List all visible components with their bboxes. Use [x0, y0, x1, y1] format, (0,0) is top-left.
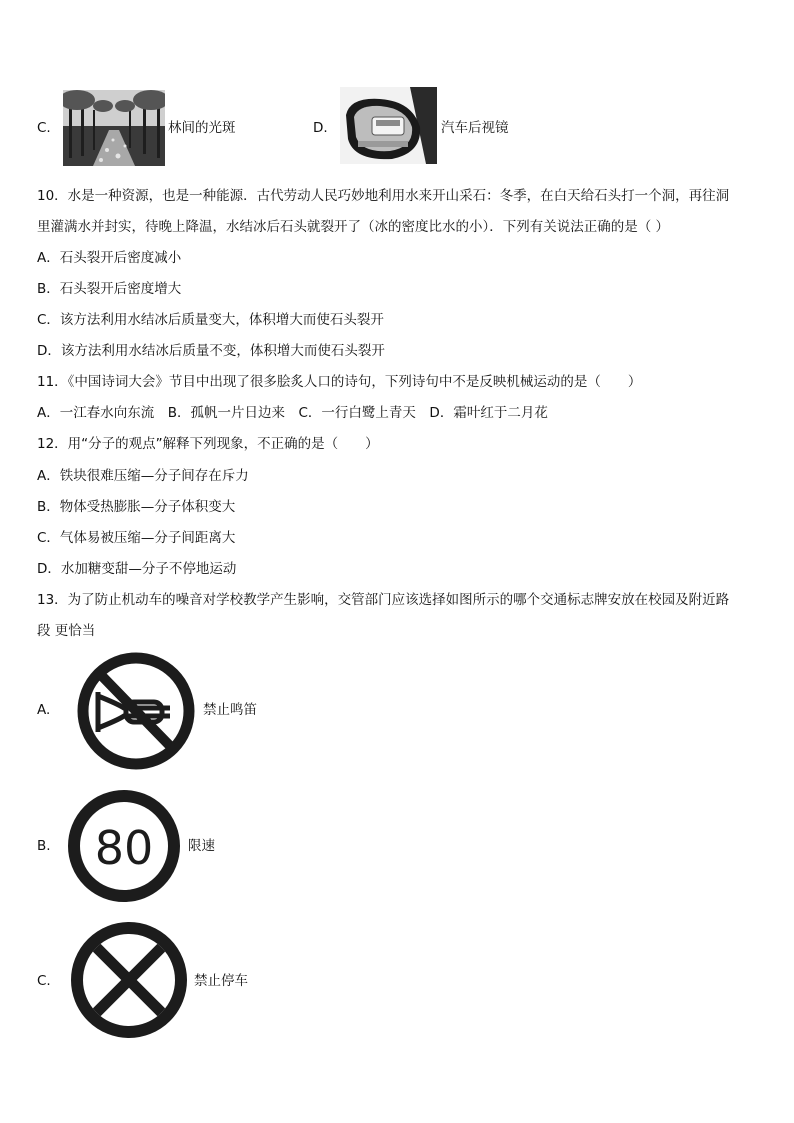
q9-option-c-caption: 林间的光斑 — [168, 120, 236, 136]
q13-option-b-caption: 限速 — [188, 838, 215, 854]
q10-option-c: C．该方法利用水结冰后质量变大，体积增大而使石头裂开 — [37, 312, 384, 328]
q12-option-b: B．物体受热膨胀—分子体积变大 — [37, 499, 236, 515]
forest-light-spots-image — [63, 90, 165, 166]
q11-stem: 11．《中国诗词大会》节目中出现了很多脍炙人口的诗句，下列诗句中不是反映机械运动的是（ ） — [37, 374, 642, 390]
q10-option-a: A．石头裂开后密度减小 — [37, 250, 182, 266]
q13-option-c-caption: 禁止停车 — [194, 973, 248, 989]
q10-stem-line1: 10．水是一种资源，也是一种能源．古代劳动人民巧妙地利用水来开山采石：冬季，在白天给石头打一个洞，再往洞 — [37, 188, 730, 204]
q11-options: A．一江春水向东流 B．孤帆一片日边来 C．一行白鹭上青天 D．霜叶红于二月花 — [37, 405, 548, 421]
q12-option-c: C．气体易被压缩—分子间距离大 — [37, 530, 236, 546]
q12-stem: 12．用“分子的观点”解释下列现象，不正确的是（ ） — [37, 436, 379, 452]
q13-stem-line1: 13．为了防止机动车的噪音对学校教学产生影响，交管部门应该选择如图所示的哪个交通标志牌安放在校园及附近路 — [37, 592, 730, 608]
speed-limit-value: 80 — [94, 821, 154, 875]
q13-option-b-letter: B. — [37, 838, 51, 854]
q13-option-a-letter: A. — [37, 702, 51, 718]
q10-option-b: B．石头裂开后密度增大 — [37, 281, 182, 297]
q13-stem-line2: 段 更恰当 — [37, 623, 96, 639]
q13-option-c-letter: C. — [37, 973, 51, 989]
q13-option-a-caption: 禁止鸣笛 — [203, 702, 257, 718]
q9-option-c-letter: C. — [37, 120, 51, 136]
q10-option-d: D．该方法利用水结冰后质量不变，体积增大而使石头裂开 — [37, 343, 385, 359]
no-honking-sign-icon — [74, 652, 198, 770]
q10-stem-line2: 里灌满水并封实，待晚上降温，水结冰后石头就裂开了（冰的密度比水的小）．下列有关说法正确的是（ ） — [37, 219, 670, 235]
no-parking-sign-icon — [68, 922, 190, 1038]
car-rearview-mirror-image — [340, 87, 437, 164]
q12-option-a: A．铁块很难压缩—分子间存在斥力 — [37, 468, 249, 484]
q12-option-d: D．水加糖变甜—分子不停地运动 — [37, 561, 237, 577]
q9-option-d-letter: D. — [313, 120, 328, 136]
q9-option-d-caption: 汽车后视镜 — [441, 120, 509, 136]
speed-limit-sign-icon — [64, 790, 184, 903]
